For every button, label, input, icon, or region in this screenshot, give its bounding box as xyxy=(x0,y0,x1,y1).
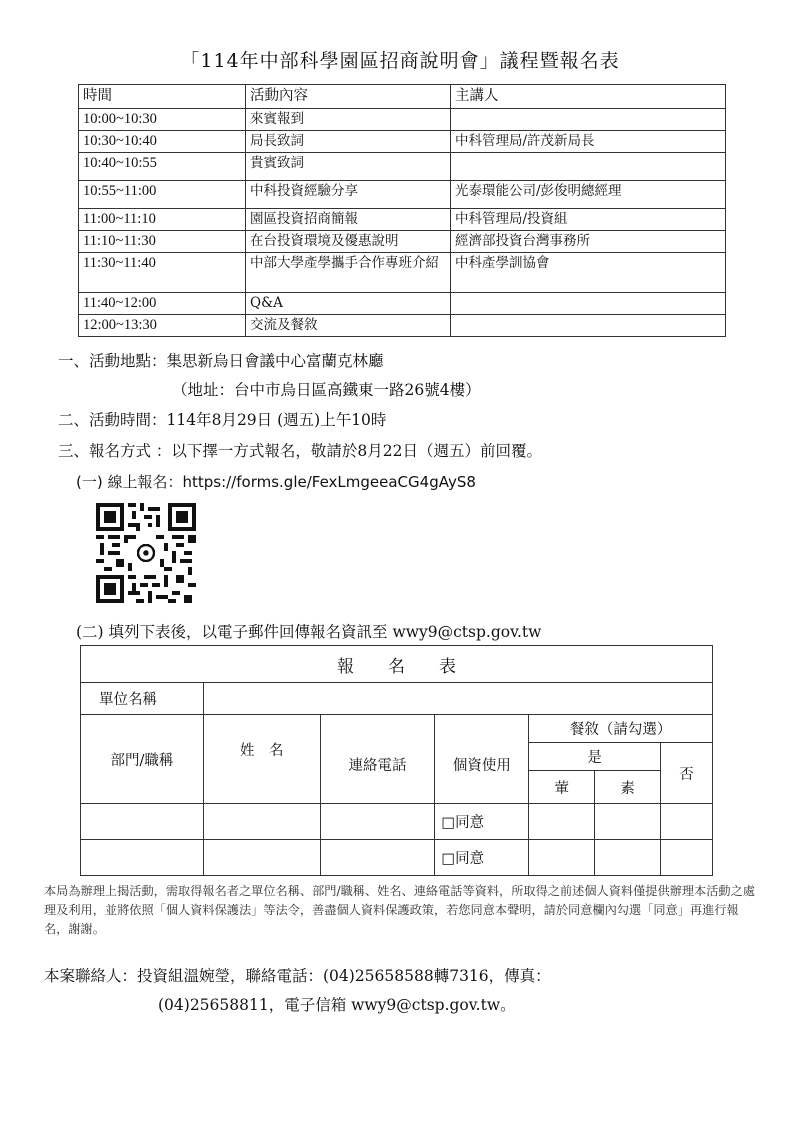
department-title-label: 部門/職稱 xyxy=(81,715,204,804)
event-time: 二、活動時間：114年8月29日 (週五)上午10時 xyxy=(58,411,387,429)
meal-vegetarian-label: 素 xyxy=(595,771,661,804)
email-registration-text: (二) 填列下表後，以電子郵件回傳報名資訊至 wwy9@ctsp.gov.tw xyxy=(76,623,542,641)
privacy-use-label: 個資使用 xyxy=(435,715,529,804)
qr-code-icon[interactable] xyxy=(96,503,196,603)
agenda-activity: 交流及餐敘 xyxy=(246,315,451,337)
agenda-speaker xyxy=(451,315,726,337)
unit-name-label: 單位名稱 xyxy=(81,683,204,715)
agenda-activity: 來賓報到 xyxy=(246,109,451,131)
privacy-agree-checkbox[interactable]: □同意 xyxy=(435,840,529,876)
meal-meat-label: 葷 xyxy=(529,771,595,804)
agenda-speaker: 經濟部投資台灣事務所 xyxy=(451,231,726,253)
agenda-table xyxy=(78,84,726,337)
meat-checkbox[interactable] xyxy=(529,804,595,840)
agenda-time: 11:30~11:40 xyxy=(79,253,246,293)
no-meal-checkbox[interactable] xyxy=(661,804,713,840)
no-meal-checkbox[interactable] xyxy=(661,840,713,876)
agenda-header-time: 時間 xyxy=(79,85,246,109)
privacy-agree-checkbox[interactable]: □同意 xyxy=(435,804,529,840)
agenda-speaker: 中科產學訓協會 xyxy=(451,253,726,293)
agenda-time: 11:00~11:10 xyxy=(79,209,246,231)
agenda-time: 10:55~11:00 xyxy=(79,181,246,209)
meal-yes-label: 是 xyxy=(529,743,661,771)
agenda-header-row xyxy=(79,85,726,109)
agenda-row xyxy=(79,231,726,253)
name-label: 姓 名 xyxy=(203,715,320,804)
phone-field[interactable] xyxy=(320,840,435,876)
agenda-row xyxy=(79,181,726,209)
phone-field[interactable] xyxy=(320,804,435,840)
meat-checkbox[interactable] xyxy=(529,840,595,876)
agenda-row xyxy=(79,209,726,231)
agenda-speaker: 中科管理局/許茂新局長 xyxy=(451,131,726,153)
agenda-time: 10:40~10:55 xyxy=(79,153,246,181)
email-registration xyxy=(76,622,541,642)
agenda-activity: 園區投資招商簡報 xyxy=(246,209,451,231)
agenda-row xyxy=(79,109,726,131)
agenda-row xyxy=(79,153,726,181)
agenda-time: 11:40~12:00 xyxy=(79,293,246,315)
agenda-speaker xyxy=(451,109,726,131)
agenda-time: 11:10~11:30 xyxy=(79,231,246,253)
agenda-speaker xyxy=(451,153,726,181)
contact-line-2: (04)25658811，電子信箱 wwy9@ctsp.gov.tw。 xyxy=(158,996,516,1014)
event-location: 一、活動地點：集思新烏日會議中心富蘭克林廳 xyxy=(58,352,384,370)
registration-row xyxy=(81,804,713,840)
agenda-time: 10:00~10:30 xyxy=(79,109,246,131)
department-field[interactable] xyxy=(81,840,204,876)
vegetarian-checkbox[interactable] xyxy=(595,804,661,840)
agenda-row xyxy=(79,293,726,315)
agenda-speaker xyxy=(451,293,726,315)
contact-line-1: 本案聯絡人：投資組溫婉瑩，聯絡電話：(04)25658588轉7316，傳真： xyxy=(44,967,551,985)
event-address: （地址：台中市烏日區高鐵東一路26號4樓） xyxy=(172,381,481,399)
agenda-activity: 中科投資經驗分享 xyxy=(246,181,451,209)
agenda-activity: 在台投資環境及優惠說明 xyxy=(246,231,451,253)
agenda-speaker: 中科管理局/投資組 xyxy=(451,209,726,231)
agenda-speaker: 光泰環能公司/彭俊明總經理 xyxy=(451,181,726,209)
privacy-notice: 本局為辦理上揭活動，需取得報名者之單位名稱、部門/職稱、姓名、連絡電話等資料，所取得之前述個人資料僅提供辦理本活動之處理及利用，並將依照「個人資料保護法」等法令，善盡個人資料保護政策，若您同意本聲明，請於同意欄內勾選「同意」再進行報名，謝謝。 xyxy=(44,884,755,936)
agenda-header-speaker: 主講人 xyxy=(451,85,726,109)
agenda-row xyxy=(79,131,726,153)
meal-label: 餐敘（請勾選） xyxy=(529,715,713,743)
form-title: 報 名 表 xyxy=(81,646,713,683)
agenda-activity: Q&A xyxy=(246,293,451,315)
agenda-activity: 貴賓致詞 xyxy=(246,153,451,181)
vegetarian-checkbox[interactable] xyxy=(595,840,661,876)
registration-method: 三、報名方式 ：以下擇一方式報名，敬請於8月22日（週五）前回覆。 xyxy=(58,442,543,460)
agenda-row xyxy=(79,315,726,337)
registration-row xyxy=(81,840,713,876)
agenda-header-activity: 活動內容 xyxy=(246,85,451,109)
name-field[interactable] xyxy=(203,804,320,840)
department-field[interactable] xyxy=(81,804,204,840)
unit-name-field[interactable] xyxy=(203,683,712,715)
phone-label: 連絡電話 xyxy=(320,715,435,804)
agenda-activity: 局長致詞 xyxy=(246,131,451,153)
agenda-row xyxy=(79,253,726,293)
page-title: 「114年中部科學園區招商說明會」議程暨報名表 xyxy=(180,50,620,72)
online-registration-link[interactable]: (一) 線上報名：https://forms.gle/FexLmgeeaCG4gAyS8 xyxy=(76,473,476,491)
agenda-time: 12:00~13:30 xyxy=(79,315,246,337)
agenda-time: 10:30~10:40 xyxy=(79,131,246,153)
name-field[interactable] xyxy=(203,840,320,876)
agenda-activity: 中部大學產學攜手合作專班介紹 xyxy=(246,253,451,293)
registration-form-table xyxy=(80,645,713,876)
meal-no-label: 否 xyxy=(661,743,713,804)
